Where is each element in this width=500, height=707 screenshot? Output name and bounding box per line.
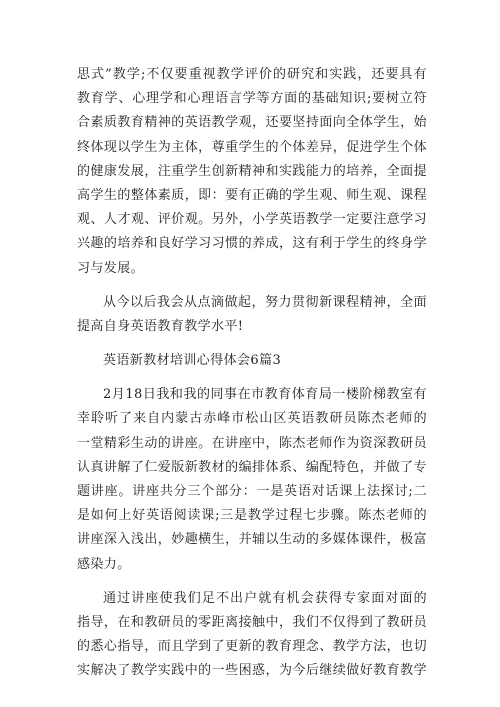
paragraph-line: 的悉心指导，而且学到了更新的教育理念、教学方法，也切 bbox=[77, 639, 427, 655]
document-page bbox=[77, 63, 427, 684]
paragraph-2 bbox=[77, 291, 427, 339]
paragraph-line: 题讲座。讲座共分三个部分：一是英语对话课上法探讨;二 bbox=[77, 484, 427, 499]
paragraph-gap bbox=[77, 339, 427, 349]
paragraph-line: 合素质教育精神的英语教学观，还要坚持面向全体学生，始 bbox=[77, 115, 427, 131]
paragraph-line: 感染力。 bbox=[77, 556, 131, 572]
paragraph-line: 讲座深入浅出，妙趣横生，并辅以生动的多媒体课件，极富 bbox=[77, 532, 427, 548]
paragraph-line: 教育学、心理学和心理语言学等方面的基础知识;要树立符 bbox=[77, 91, 427, 107]
paragraph-gap bbox=[77, 577, 427, 587]
paragraph-3 bbox=[77, 383, 427, 577]
paragraph-line: 认真讲解了仁爱版新教材的编排体系、编配特色，并做了专 bbox=[77, 459, 427, 475]
paragraph-line: 提高自身英语教育教学水平! bbox=[77, 318, 244, 334]
paragraph-line: 从今以后我会从点滴做起，努力贯彻新课程精神，全面 bbox=[103, 294, 427, 310]
paragraph-line: 实解决了教学实践中的一些困惑，为今后继续做好教育教学 bbox=[77, 663, 427, 679]
section-heading: 英语新教材培训心得体会6篇3 bbox=[103, 353, 282, 369]
paragraph-line: 一堂精彩生动的讲座。在讲座中，陈杰老师作为资深教研员 bbox=[77, 435, 427, 451]
paragraph-gap bbox=[77, 373, 427, 383]
paragraph-line: 习与发展。 bbox=[77, 260, 145, 276]
paragraph-line: 幸聆听了来自内蒙古赤峰市松山区英语教研员陈杰老师的 bbox=[77, 411, 427, 427]
paragraph-gap bbox=[77, 281, 427, 291]
paragraph-line: 思式”教学;不仅要重视教学评价的研究和实践，还要具有 bbox=[77, 67, 427, 82]
paragraph-line: 观、人才观、评价观。另外，小学英语教学一定要注意学习 bbox=[77, 212, 427, 228]
paragraph-line: 通过讲座使我们足不出户就有机会获得专家面对面的 bbox=[103, 590, 427, 606]
paragraph-line: 高学生的整体素质，即：要有正确的学生观、师生观、课程 bbox=[77, 187, 427, 203]
paragraph-line: 是如何上好英语阅读课;三是教学过程七步骤。陈杰老师的 bbox=[77, 508, 427, 524]
paragraph-1 bbox=[77, 63, 427, 281]
paragraph-line: 终体现以学生为主体，尊重学生的个体差异，促进学生个体 bbox=[77, 139, 427, 155]
paragraph-line: 的健康发展，注重学生创新精神和实践能力的培养，全面提 bbox=[77, 163, 427, 179]
paragraph-line: 指导，在和教研员的零距离接触中，我们不仅得到了教研员 bbox=[77, 614, 427, 630]
paragraph-4 bbox=[77, 587, 427, 684]
paragraph-line: 兴趣的培养和良好学习习惯的养成，这有利于学生的终身学 bbox=[77, 236, 427, 252]
paragraph-line: 2月18日我和我的同事在市教育体育局一楼阶梯教室有 bbox=[103, 387, 427, 403]
